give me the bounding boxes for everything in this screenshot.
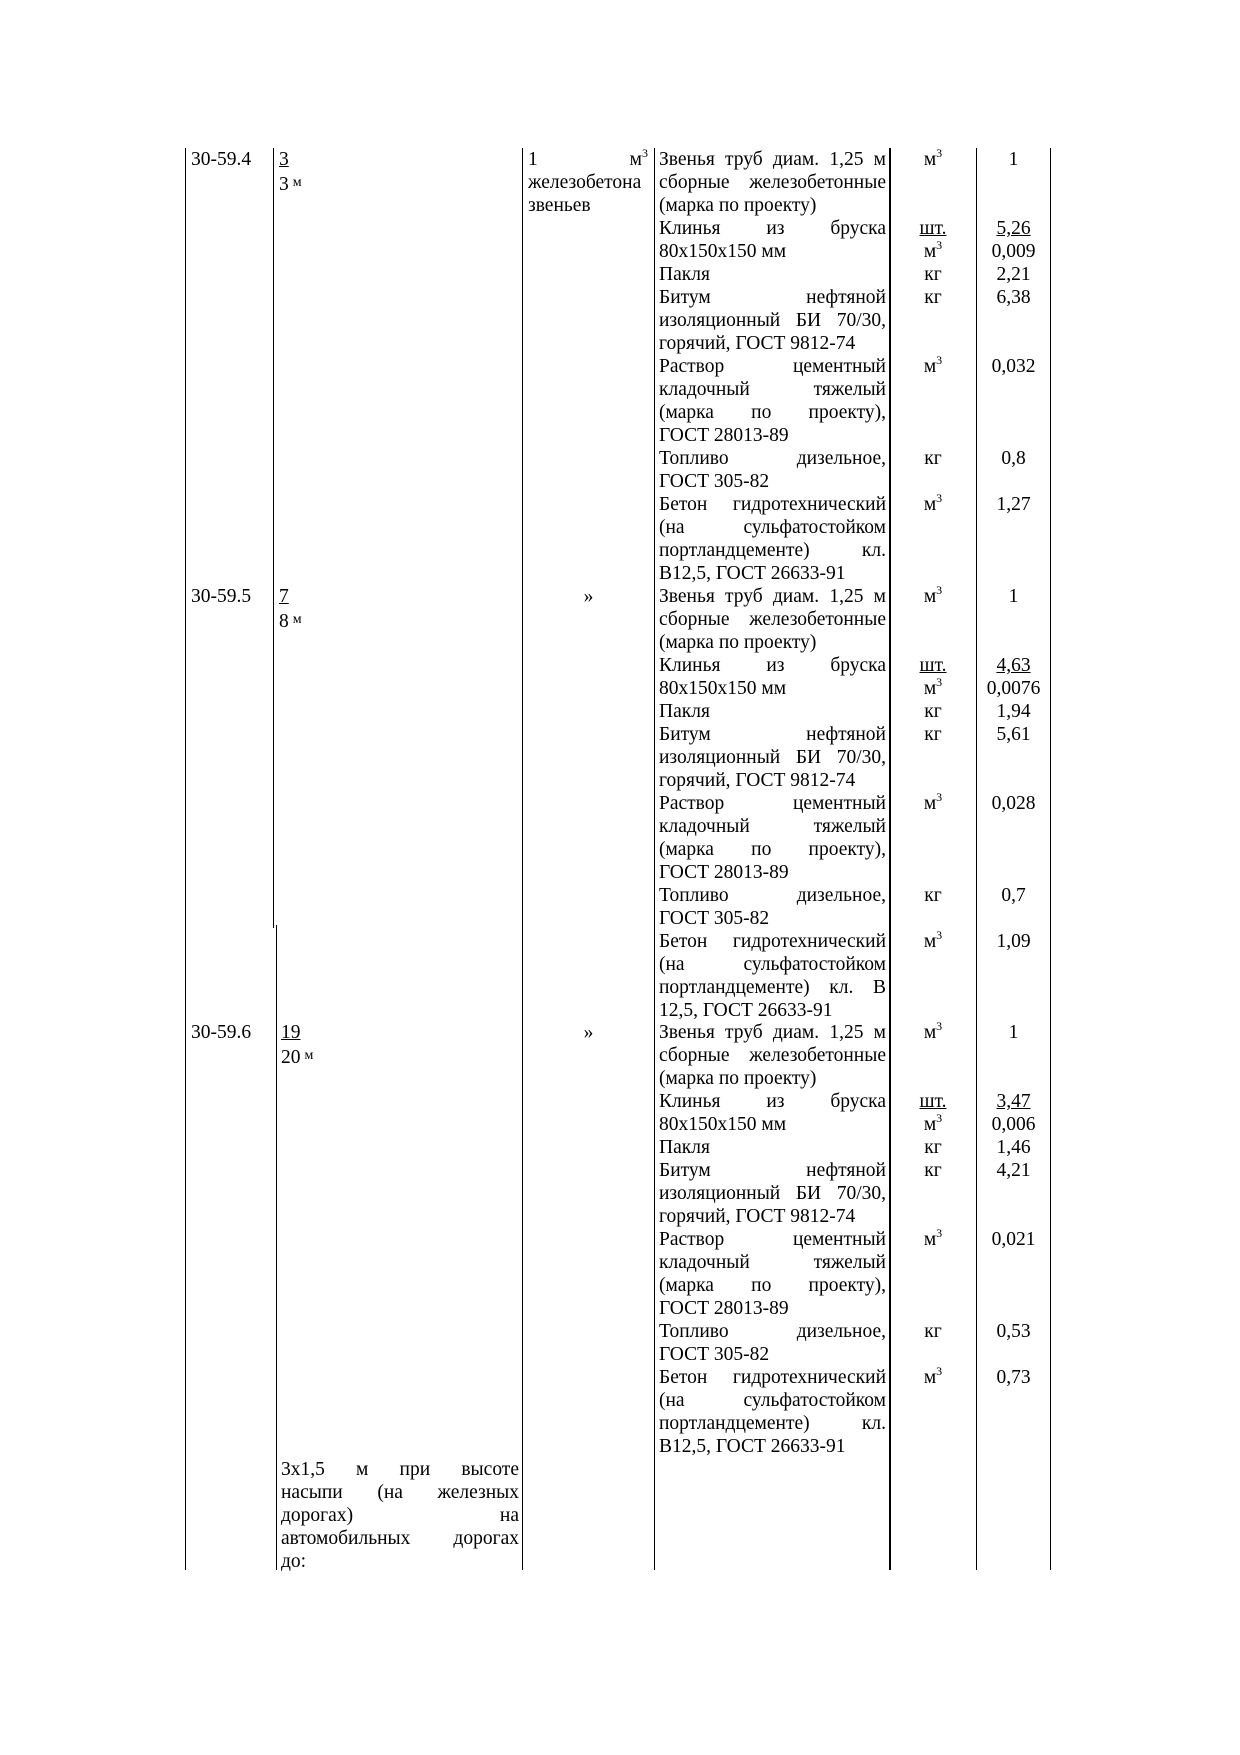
unit-mortar: $м^3$ <box>923 353 943 377</box>
material-pipe: Звенья труб диам. 1,25 м сборные железобетонные (марка по проекту) <box>659 149 886 216</box>
ditto-mark: » <box>583 586 594 607</box>
unit-mortar: $м^3$ <box>923 1226 943 1250</box>
unit-tow: кг <box>924 701 942 722</box>
material-fuel: Топливо дизельное, ГОСТ 305-82 <box>659 448 886 492</box>
value-pipe: 1 <box>1008 1022 1019 1043</box>
value-bitumen: 4,21 <box>996 1160 1031 1181</box>
unit-wedges: шт. $м^3$ <box>919 1091 947 1135</box>
material-bitumen: Битум нефтяной изоляционный БИ 70/30, горячий, ГОСТ 9812-74 <box>659 724 886 791</box>
material-pipe: Звенья труб диам. 1,25 м сборные железобетонные (марка по проекту) <box>659 1022 886 1089</box>
material-concrete: Бетон гидротехнический (на сульфатостойком портландцементе) кл. В 12,5, ГОСТ 26633-91 <box>659 931 886 1021</box>
material-wedges: Клинья из бруска 80х150х150 мм <box>659 655 886 699</box>
fraction-denominator: 3 $^м$ <box>279 174 302 195</box>
length-fraction <box>281 1021 313 1069</box>
fraction-denominator: 8 $^м$ <box>279 611 302 632</box>
value-pipe: 1 <box>1008 149 1019 170</box>
value-fuel: 0,8 <box>1001 448 1026 469</box>
value-wedges: 3,47 0,006 <box>991 1091 1036 1135</box>
unit-concrete: $м^3$ <box>923 928 943 952</box>
value-concrete: 0,73 <box>996 1367 1031 1388</box>
material-mortar: Раствор цементный кладочный тяжелый (марка по проекту), ГОСТ 28013-89 <box>659 793 886 883</box>
value-bitumen: 5,61 <box>996 724 1031 745</box>
value-concrete: 1,27 <box>996 494 1031 515</box>
material-fuel: Топливо дизельное, ГОСТ 305-82 <box>659 1321 886 1365</box>
unit-fuel: кг <box>924 1321 942 1342</box>
fraction-denominator: 20 $^м$ <box>281 1047 314 1068</box>
value-tow: 2,21 <box>996 264 1031 285</box>
value-concrete: 1,09 <box>996 931 1031 952</box>
table-border-left <box>185 148 186 1570</box>
unit-pipe: $м^3$ <box>923 146 943 170</box>
material-mortar: Раствор цементный кладочный тяжелый (марка по проекту), ГОСТ 28013-89 <box>659 356 886 446</box>
value-mortar: 0,032 <box>991 356 1036 377</box>
unit-wedges: шт. $м^3$ <box>919 218 947 262</box>
unit-pipe: $м^3$ <box>923 583 943 607</box>
column-divider-2 <box>522 148 523 1570</box>
value-fuel: 0,53 <box>996 1321 1031 1342</box>
unit-bitumen: кг <box>924 287 942 308</box>
material-mortar: Раствор цементный кладочный тяжелый (марка по проекту), ГОСТ 28013-89 <box>659 1229 886 1319</box>
unit-concrete: $м^3$ <box>923 1364 943 1388</box>
unit-fuel: кг <box>924 885 942 906</box>
row-code: 30-59.4 <box>191 149 252 170</box>
unit-mortar: $м^3$ <box>923 790 943 814</box>
unit-bitumen: кг <box>924 724 942 745</box>
value-wedges: 5,26 0,009 <box>991 218 1036 262</box>
unit-wedges: шт. $м^3$ <box>919 655 947 699</box>
fraction-numerator: 3 <box>279 149 289 170</box>
value-mortar: 0,028 <box>991 793 1036 814</box>
value-tow: 1,46 <box>996 1137 1031 1158</box>
ditto-mark: » <box>583 1022 594 1043</box>
unit-concrete: $м^3$ <box>923 491 943 515</box>
unit-tow: кг <box>924 264 942 285</box>
material-fuel: Топливо дизельное, ГОСТ 305-82 <box>659 885 886 929</box>
material-tow: Пакля <box>659 264 710 285</box>
column-divider-1a <box>273 148 274 928</box>
column-divider-1b <box>276 925 277 1570</box>
material-tow: Пакля <box>659 1137 710 1158</box>
table-border-right <box>1050 148 1051 1570</box>
column-divider-3 <box>654 148 655 1570</box>
section-heading-text: 3х1,5 м при высоте насыпи (на железных дорогах) на автомобильных дорогах до: <box>281 1459 519 1572</box>
fraction-numerator: 7 <box>279 586 289 607</box>
value-wedges: 4,63 0,0076 <box>986 655 1041 699</box>
row-code: 30-59.5 <box>191 586 252 607</box>
material-wedges: Клинья из бруска 80х150х150 мм <box>659 218 886 262</box>
material-wedges: Клинья из бруска 80х150х150 мм <box>659 1091 886 1135</box>
material-tow: Пакля <box>659 701 710 722</box>
value-mortar: 0,021 <box>991 1229 1036 1250</box>
length-fraction <box>279 148 302 196</box>
value-bitumen: 6,38 <box>996 287 1031 308</box>
material-bitumen: Битум нефтяной изоляционный БИ 70/30, горячий, ГОСТ 9812-74 <box>659 1160 886 1227</box>
material-pipe: Звенья труб диам. 1,25 м сборные железобетонные (марка по проекту) <box>659 586 886 653</box>
row-code: 30-59.6 <box>191 1022 252 1043</box>
unit-pipe: $м^3$ <box>923 1019 943 1043</box>
value-pipe: 1 <box>1008 586 1019 607</box>
material-concrete: Бетон гидротехнический (на сульфатостойком портландцементе) кл. В12,5, ГОСТ 26633-91 <box>659 494 886 584</box>
unit-tow: кг <box>924 1137 942 1158</box>
material-concrete: Бетон гидротехнический (на сульфатостойком портландцементе) кл. В12,5, ГОСТ 26633-91 <box>659 1367 886 1457</box>
measure-unit-cell: 1 $м^3$ железобетона звеньев <box>528 146 648 216</box>
value-tow: 1,94 <box>996 701 1031 722</box>
material-bitumen: Битум нефтяной изоляционный БИ 70/30, горячий, ГОСТ 9812-74 <box>659 287 886 354</box>
value-fuel: 0,7 <box>1001 885 1026 906</box>
length-fraction <box>279 585 302 633</box>
unit-bitumen: кг <box>924 1160 942 1181</box>
unit-fuel: кг <box>924 448 942 469</box>
fraction-numerator: 19 <box>281 1022 301 1043</box>
